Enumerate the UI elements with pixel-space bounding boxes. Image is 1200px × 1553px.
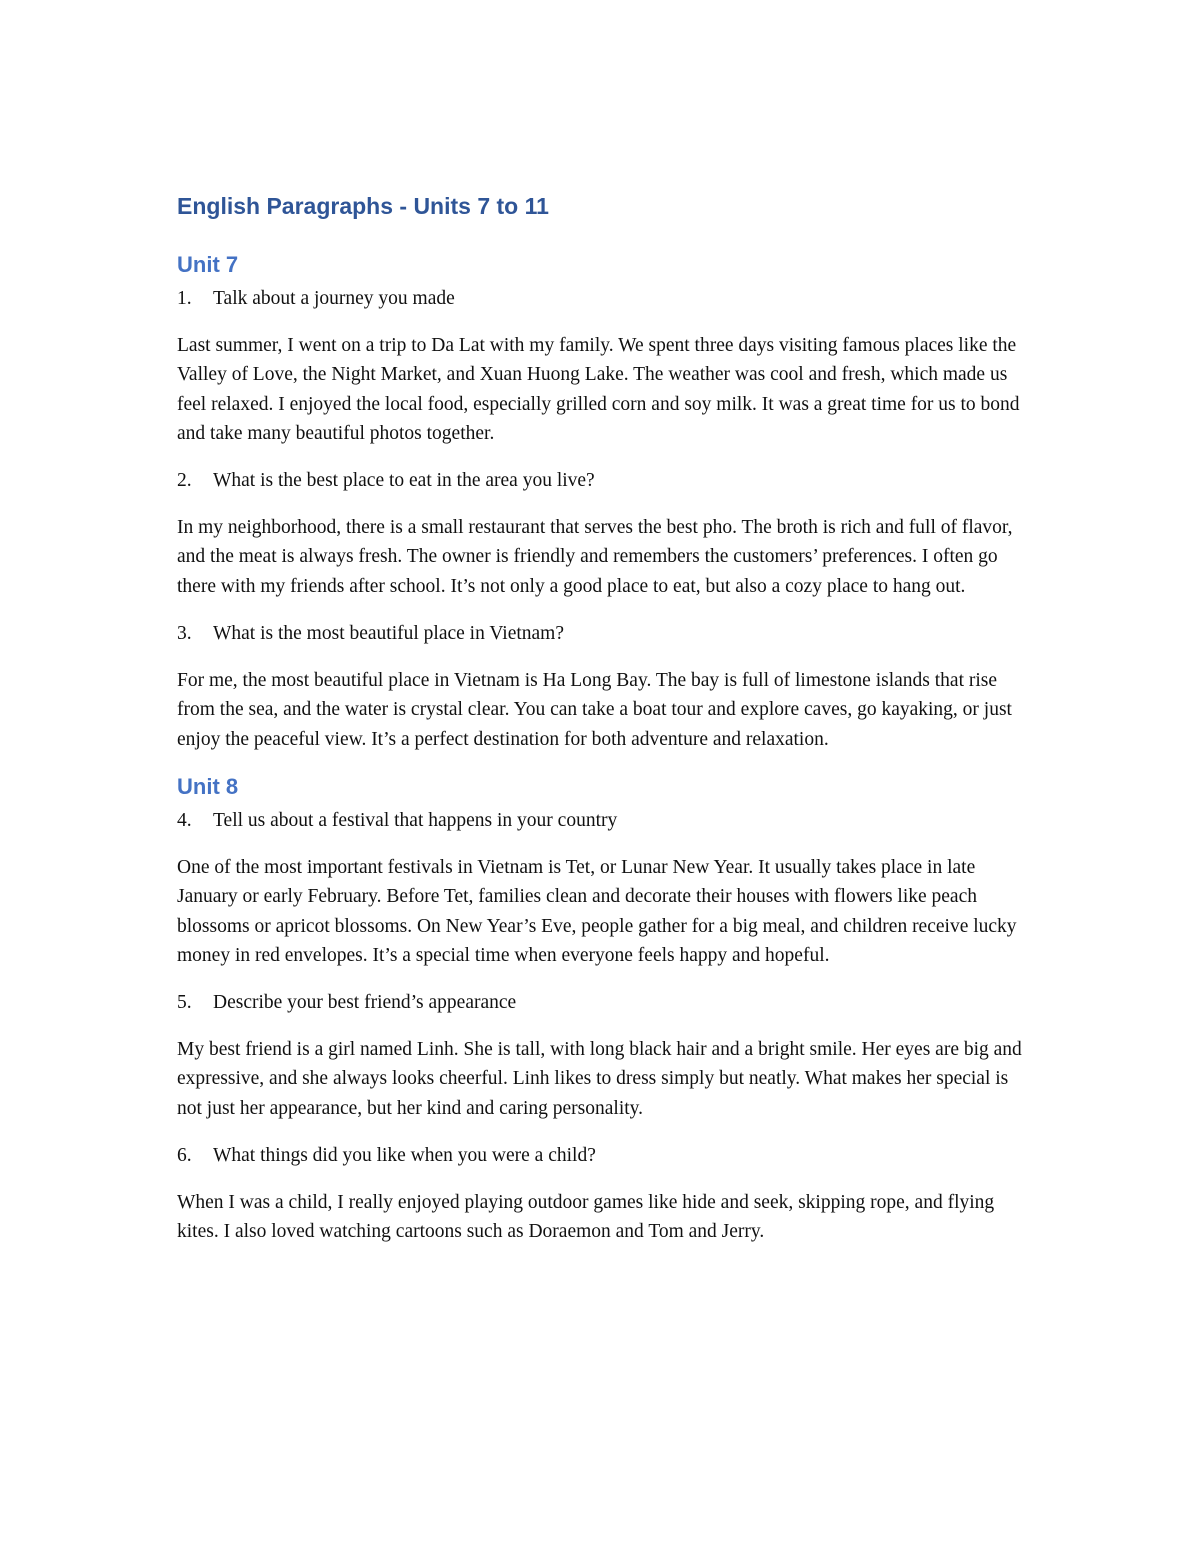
question-number: 3. (177, 623, 192, 645)
question-text: What is the best place to eat in the area you live? (213, 470, 595, 492)
question-item (177, 284, 1027, 313)
unit-section (177, 250, 1027, 754)
answer-paragraph: When I was a child, I really enjoyed playing outdoor games like hide and seek, skipping rope, and flying kites. I also loved watching cartoons such as Doraemon and Tom and Jerry. (177, 1192, 995, 1243)
question-text: Tell us about a festival that happens in your country (213, 809, 618, 831)
answer-paragraph: Last summer, I went on a trip to Da Lat with my family. We spent three days visiting famous places like the Valley of Love, the Night Market, and Xuan Huong Lake. The weather was cool and fresh, which made us feel relaxed. I enjoyed the local food, especially grilled corn and soy milk. It was a great time for us to bond and take many beautiful photos together. (177, 335, 1020, 444)
question-text: Describe your best friend’s appearance (213, 992, 517, 1014)
document-body (177, 190, 1027, 1265)
answer-paragraph: For me, the most beautiful place in Vietnam is Ha Long Bay. The bay is full of limestone islands that rise from the sea, and the water is crystal clear. You can take a boat tour and explore caves, go kayaking, or just enjoy the peaceful view. It’s a perfect destination for both adventure and relaxation. (177, 670, 1012, 750)
question-number: 5. (177, 992, 192, 1014)
question-text: What is the most beautiful place in Vietnam? (213, 623, 564, 645)
question-text: Talk about a journey you made (213, 288, 455, 309)
question-text: What things did you like when you were a child? (213, 1145, 596, 1167)
question-item (177, 466, 1027, 495)
question-number: 6. (177, 1145, 192, 1167)
unit-section (177, 772, 1027, 1247)
question-item (177, 619, 1027, 648)
question-item (177, 1141, 1027, 1170)
question-item (177, 806, 1027, 835)
question-number: 2. (177, 470, 192, 492)
question-number: 4. (177, 809, 192, 831)
answer-paragraph: One of the most important festivals in Vietnam is Tet, or Lunar New Year. It usually takes place in late January or early February. Before Tet, families clean and decorate their houses with flowers like peach blossoms or apricot blossoms. On New Year’s Eve, people gather for a big meal, and children receive lucky money in red envelopes. It’s a special time when everyone feels happy and hopeful. (177, 856, 1017, 966)
question-number: 1. (177, 288, 192, 309)
answer-paragraph: My best friend is a girl named Linh. She is tall, with long black hair and a bright smile. Her eyes are big and expressive, and she always looks cheerful. Linh likes to dress simply but neatly. What makes her special is not just her appearance, but her kind and caring personality. (177, 1039, 1022, 1119)
question-item (177, 988, 1027, 1017)
document-title: English Paragraphs - Units 7 to 11 (177, 193, 549, 219)
answer-paragraph: In my neighborhood, there is a small restaurant that serves the best pho. The broth is rich and full of flavor, and the meat is always fresh. The owner is friendly and remembers the customers’ preferences. I often go there with my friends after school. It’s not only a good place to eat, but also a cozy place to hang out. (177, 517, 1013, 597)
unit-heading: Unit 7 (177, 252, 239, 277)
unit-heading: Unit 8 (177, 773, 239, 799)
